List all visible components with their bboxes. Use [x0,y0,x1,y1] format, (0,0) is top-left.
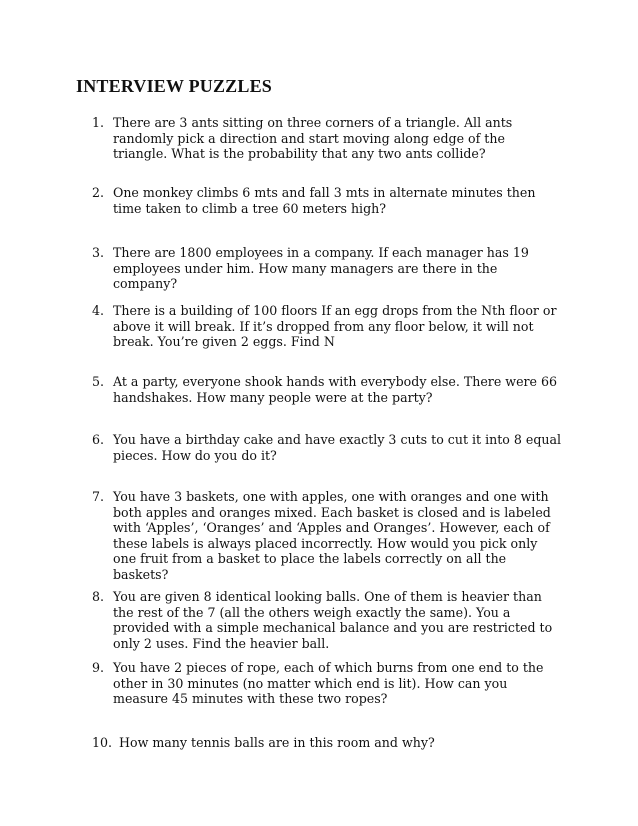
question-text: There are 3 ants sitting on three corners of a triangle. All ants randomly pick a direction and start moving along edge of the triangle. What is the probability that any two ants collide? [113,115,513,161]
question-number: 3. [92,245,105,260]
page-title: INTERVIEW PUZZLES [76,76,272,96]
question-text: You have a birthday cake and have exactly 3 cuts to cut it into 8 equal pieces. How do you do it? [113,432,562,463]
question-number: 4. [92,303,105,318]
question-item [92,432,562,463]
question-item [92,735,562,751]
question-number: 8. [92,589,105,604]
question-text: You have 3 baskets, one with apples, one with oranges and one with both apples and oranges mixed. Each basket is closed and is labeled with ‘Apples’, ‘Oranges’ and ‘Apples and Oranges’. However, each of these labels is always placed incorrectly. How would you pick only one fruit from a basket to place the labels correctly on all the baskets? [113,489,551,582]
question-item [92,185,562,216]
question-item [92,303,562,350]
question-text: You have 2 pieces of rope, each of which burns from one end to the other in 30 minutes (no matter which end is lit). How can you measure 45 minutes with these two ropes? [113,660,544,706]
question-item [92,589,562,651]
question-item [92,489,562,582]
question-item [92,660,562,707]
question-number: 2. [92,185,105,200]
question-number: 1. [92,115,105,130]
question-item [92,245,562,292]
question-item [92,374,562,405]
question-text: How many tennis balls are in this room and why? [119,735,435,750]
question-text: There are 1800 employees in a company. If each manager has 19 employees under him. How many managers are there in the company? [113,245,529,291]
question-number: 9. [92,660,105,675]
question-number: 5. [92,374,105,389]
question-number: 6. [92,432,105,447]
question-number: 10. [92,735,113,750]
question-text: One monkey climbs 6 mts and fall 3 mts in alternate minutes then time taken to climb a tree 60 meters high? [113,185,536,216]
question-text: You are given 8 identical looking balls. One of them is heavier than the rest of the 7 (all the others weigh exactly the same). You a provided with a simple mechanical balance and you are restricted to only 2 uses. Find the heavier ball. [113,589,553,651]
question-number: 7. [92,489,105,504]
question-text: At a party, everyone shook hands with everybody else. There were 66 handshakes. How many people were at the party? [113,374,558,405]
question-item [92,115,562,162]
question-text: There is a building of 100 floors If an egg drops from the Nth floor or above it will break. If it’s dropped from any floor below, it will not break. You’re given 2 eggs. Find N [113,303,557,349]
